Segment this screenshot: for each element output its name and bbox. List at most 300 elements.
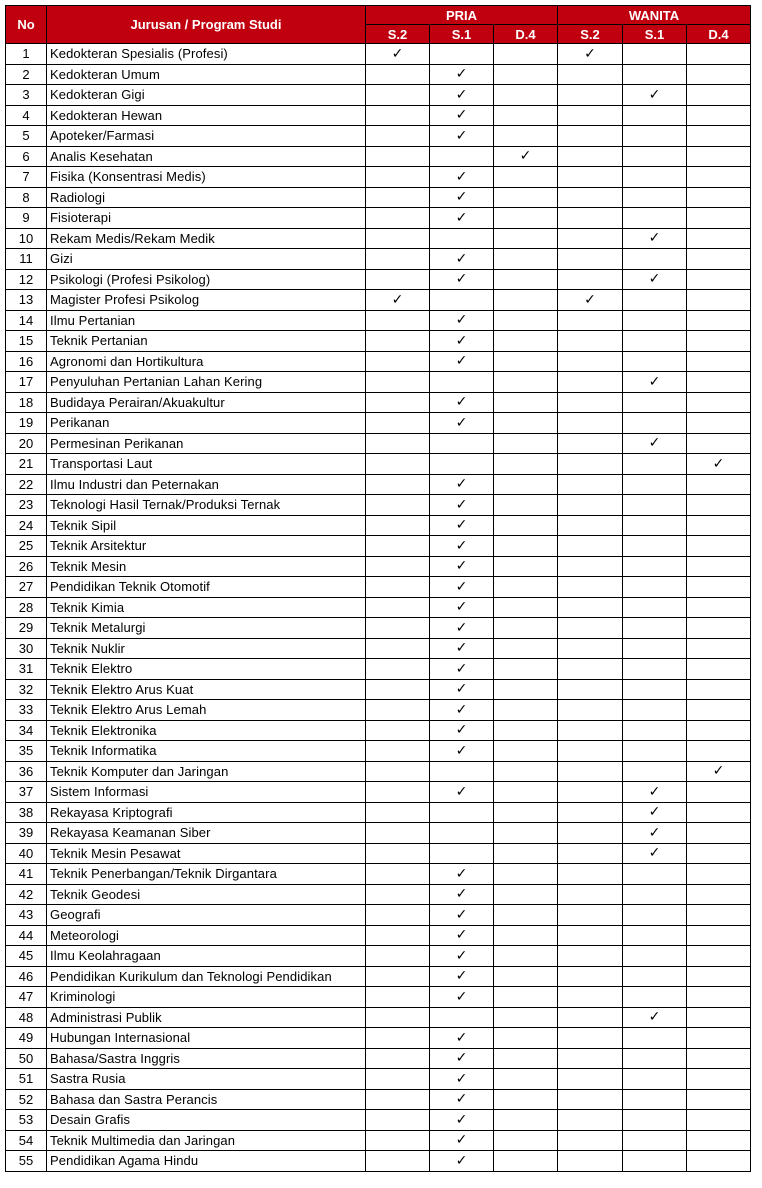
table-row (6, 864, 751, 885)
header-pria-s1: S.1 (430, 25, 494, 44)
cell-wanita-s1 (623, 269, 687, 290)
cell-wanita-s1 (623, 372, 687, 393)
cell-pria-s2 (366, 925, 430, 946)
cell-pria-s2 (366, 843, 430, 864)
cell-pria-s2 (366, 987, 430, 1008)
table-row (6, 597, 751, 618)
cell-pria-s2 (366, 515, 430, 536)
cell-wanita-s1 (623, 167, 687, 188)
cell-pria-s2 (366, 433, 430, 454)
table-row (6, 44, 751, 65)
cell-pria-s1 (430, 474, 494, 495)
cell-wanita-d4 (687, 1089, 751, 1110)
checkmark-icon: ✓ (455, 394, 468, 411)
header-program: Jurusan / Program Studi (47, 6, 366, 44)
program-name: Perikanan (47, 413, 366, 434)
program-name: Teknik Mesin Pesawat (47, 843, 366, 864)
row-number: 28 (6, 597, 47, 618)
cell-pria-d4 (494, 310, 558, 331)
table-row (6, 474, 751, 495)
program-table (5, 5, 751, 1172)
cell-pria-s2 (366, 659, 430, 680)
cell-wanita-d4 (687, 269, 751, 290)
cell-pria-d4 (494, 1089, 558, 1110)
cell-pria-s2 (366, 44, 430, 65)
cell-wanita-s2 (558, 515, 623, 536)
cell-wanita-s1 (623, 864, 687, 885)
checkmark-icon: ✓ (455, 271, 468, 288)
cell-wanita-d4 (687, 700, 751, 721)
cell-wanita-d4 (687, 474, 751, 495)
checkmark-icon: ✓ (648, 435, 661, 452)
cell-pria-s2 (366, 761, 430, 782)
cell-pria-d4 (494, 1007, 558, 1028)
cell-wanita-d4 (687, 905, 751, 926)
cell-pria-d4 (494, 700, 558, 721)
cell-wanita-d4 (687, 1007, 751, 1028)
cell-wanita-s1 (623, 638, 687, 659)
cell-pria-s1 (430, 1130, 494, 1151)
table-row (6, 1028, 751, 1049)
cell-pria-d4 (494, 290, 558, 311)
checkmark-icon: ✓ (455, 968, 468, 985)
cell-pria-s1 (430, 208, 494, 229)
header-pria-s2: S.2 (366, 25, 430, 44)
cell-pria-s1 (430, 1110, 494, 1131)
cell-pria-s1 (430, 515, 494, 536)
checkmark-icon: ✓ (455, 476, 468, 493)
cell-pria-s1 (430, 597, 494, 618)
cell-wanita-s2 (558, 249, 623, 270)
cell-wanita-s1 (623, 105, 687, 126)
row-number: 45 (6, 946, 47, 967)
cell-wanita-s2 (558, 946, 623, 967)
cell-pria-s2 (366, 536, 430, 557)
cell-wanita-d4 (687, 1110, 751, 1131)
cell-wanita-d4 (687, 372, 751, 393)
cell-wanita-s2 (558, 864, 623, 885)
cell-pria-d4 (494, 802, 558, 823)
checkmark-icon: ✓ (455, 1070, 468, 1087)
cell-wanita-s2 (558, 269, 623, 290)
program-name: Rekam Medis/Rekam Medik (47, 228, 366, 249)
cell-pria-s2 (366, 372, 430, 393)
cell-wanita-d4 (687, 1130, 751, 1151)
cell-pria-s2 (366, 597, 430, 618)
cell-pria-s1 (430, 85, 494, 106)
cell-wanita-s2 (558, 1110, 623, 1131)
cell-pria-s2 (366, 454, 430, 475)
cell-pria-d4 (494, 966, 558, 987)
cell-wanita-s1 (623, 351, 687, 372)
header-wanita-d4: D.4 (687, 25, 751, 44)
table-row (6, 802, 751, 823)
program-name: Hubungan Internasional (47, 1028, 366, 1049)
cell-wanita-s1 (623, 720, 687, 741)
header-group-wanita: WANITA (558, 6, 751, 25)
cell-pria-d4 (494, 679, 558, 700)
cell-pria-s1 (430, 618, 494, 639)
cell-wanita-d4 (687, 228, 751, 249)
header-wanita-s1: S.1 (623, 25, 687, 44)
cell-wanita-s2 (558, 290, 623, 311)
checkmark-icon: ✓ (455, 865, 468, 882)
row-number: 23 (6, 495, 47, 516)
cell-wanita-d4 (687, 638, 751, 659)
checkmark-icon: ✓ (455, 209, 468, 226)
checkmark-icon: ✓ (455, 1111, 468, 1128)
cell-wanita-s2 (558, 167, 623, 188)
cell-wanita-s2 (558, 85, 623, 106)
cell-pria-s2 (366, 85, 430, 106)
checkmark-icon: ✓ (455, 927, 468, 944)
row-number: 2 (6, 64, 47, 85)
row-number: 5 (6, 126, 47, 147)
table-row (6, 1089, 751, 1110)
checkmark-icon: ✓ (648, 804, 661, 821)
row-number: 3 (6, 85, 47, 106)
program-name: Ilmu Keolahragaan (47, 946, 366, 967)
cell-wanita-s1 (623, 433, 687, 454)
program-name: Geografi (47, 905, 366, 926)
cell-wanita-d4 (687, 802, 751, 823)
cell-wanita-s2 (558, 1069, 623, 1090)
checkmark-icon: ✓ (455, 906, 468, 923)
checkmark-icon: ✓ (712, 455, 725, 472)
cell-pria-s1 (430, 761, 494, 782)
table-row (6, 638, 751, 659)
checkmark-icon: ✓ (455, 537, 468, 554)
checkmark-icon: ✓ (455, 127, 468, 144)
checkmark-icon: ✓ (455, 742, 468, 759)
cell-wanita-d4 (687, 290, 751, 311)
row-number: 49 (6, 1028, 47, 1049)
cell-wanita-s2 (558, 208, 623, 229)
program-name: Teknik Elektronika (47, 720, 366, 741)
cell-pria-s1 (430, 187, 494, 208)
cell-pria-s1 (430, 44, 494, 65)
cell-wanita-s1 (623, 1028, 687, 1049)
cell-pria-d4 (494, 761, 558, 782)
table-body (6, 44, 751, 1172)
cell-pria-s2 (366, 351, 430, 372)
program-name: Apoteker/Farmasi (47, 126, 366, 147)
cell-pria-d4 (494, 1151, 558, 1172)
cell-wanita-d4 (687, 925, 751, 946)
cell-pria-s2 (366, 310, 430, 331)
table-row (6, 413, 751, 434)
checkmark-icon: ✓ (455, 578, 468, 595)
cell-wanita-s1 (623, 1151, 687, 1172)
cell-wanita-s2 (558, 146, 623, 167)
program-name: Teknik Arsitektur (47, 536, 366, 557)
cell-pria-d4 (494, 577, 558, 598)
cell-wanita-s1 (623, 413, 687, 434)
cell-pria-s2 (366, 638, 430, 659)
table-row (6, 331, 751, 352)
row-number: 24 (6, 515, 47, 536)
program-name: Teknologi Hasil Ternak/Produksi Ternak (47, 495, 366, 516)
cell-wanita-d4 (687, 884, 751, 905)
checkmark-icon: ✓ (455, 332, 468, 349)
cell-wanita-s1 (623, 1130, 687, 1151)
row-number: 34 (6, 720, 47, 741)
row-number: 41 (6, 864, 47, 885)
row-number: 1 (6, 44, 47, 65)
cell-pria-d4 (494, 843, 558, 864)
cell-wanita-s2 (558, 64, 623, 85)
cell-pria-d4 (494, 536, 558, 557)
program-name: Kedokteran Spesialis (Profesi) (47, 44, 366, 65)
cell-wanita-d4 (687, 761, 751, 782)
cell-wanita-s2 (558, 44, 623, 65)
row-number: 11 (6, 249, 47, 270)
row-number: 54 (6, 1130, 47, 1151)
checkmark-icon: ✓ (648, 271, 661, 288)
program-name: Bahasa dan Sastra Perancis (47, 1089, 366, 1110)
table-row (6, 1130, 751, 1151)
cell-wanita-d4 (687, 679, 751, 700)
program-name: Ilmu Industri dan Peternakan (47, 474, 366, 495)
cell-wanita-d4 (687, 331, 751, 352)
checkmark-icon: ✓ (455, 107, 468, 124)
row-number: 40 (6, 843, 47, 864)
program-name: Radiologi (47, 187, 366, 208)
checkmark-icon: ✓ (648, 824, 661, 841)
table-row (6, 720, 751, 741)
table-row (6, 536, 751, 557)
cell-pria-d4 (494, 474, 558, 495)
program-name: Gizi (47, 249, 366, 270)
cell-pria-s2 (366, 187, 430, 208)
cell-pria-s1 (430, 884, 494, 905)
program-name: Teknik Sipil (47, 515, 366, 536)
cell-pria-s1 (430, 946, 494, 967)
program-name: Pendidikan Teknik Otomotif (47, 577, 366, 598)
table-row (6, 1069, 751, 1090)
cell-pria-s1 (430, 392, 494, 413)
cell-pria-s2 (366, 228, 430, 249)
program-name: Kedokteran Gigi (47, 85, 366, 106)
cell-wanita-s1 (623, 126, 687, 147)
cell-pria-s2 (366, 1069, 430, 1090)
table-row (6, 126, 751, 147)
cell-pria-d4 (494, 105, 558, 126)
cell-pria-d4 (494, 782, 558, 803)
cell-wanita-s2 (558, 454, 623, 475)
cell-wanita-s1 (623, 392, 687, 413)
cell-pria-s1 (430, 905, 494, 926)
row-number: 51 (6, 1069, 47, 1090)
program-name: Teknik Penerbangan/Teknik Dirgantara (47, 864, 366, 885)
table-row (6, 454, 751, 475)
cell-pria-s1 (430, 64, 494, 85)
cell-pria-s2 (366, 64, 430, 85)
row-number: 14 (6, 310, 47, 331)
checkmark-icon: ✓ (648, 783, 661, 800)
cell-wanita-d4 (687, 413, 751, 434)
cell-wanita-s2 (558, 638, 623, 659)
cell-pria-s2 (366, 679, 430, 700)
cell-wanita-d4 (687, 64, 751, 85)
cell-pria-s2 (366, 413, 430, 434)
cell-pria-d4 (494, 659, 558, 680)
table-row (6, 228, 751, 249)
cell-wanita-s2 (558, 1151, 623, 1172)
cell-pria-d4 (494, 208, 558, 229)
cell-wanita-s2 (558, 966, 623, 987)
cell-pria-s2 (366, 556, 430, 577)
table-row (6, 1110, 751, 1131)
row-number: 33 (6, 700, 47, 721)
program-name: Budidaya Perairan/Akuakultur (47, 392, 366, 413)
cell-pria-s1 (430, 372, 494, 393)
cell-wanita-s2 (558, 987, 623, 1008)
program-name: Agronomi dan Hortikultura (47, 351, 366, 372)
cell-wanita-s1 (623, 495, 687, 516)
cell-pria-d4 (494, 556, 558, 577)
cell-pria-s1 (430, 679, 494, 700)
cell-pria-s2 (366, 823, 430, 844)
cell-wanita-s2 (558, 310, 623, 331)
row-number: 4 (6, 105, 47, 126)
table-row (6, 105, 751, 126)
cell-pria-d4 (494, 515, 558, 536)
row-number: 10 (6, 228, 47, 249)
cell-pria-d4 (494, 126, 558, 147)
cell-wanita-s2 (558, 413, 623, 434)
cell-pria-d4 (494, 167, 558, 188)
cell-pria-s1 (430, 1028, 494, 1049)
cell-pria-s1 (430, 146, 494, 167)
row-number: 19 (6, 413, 47, 434)
cell-wanita-s1 (623, 515, 687, 536)
table-row (6, 208, 751, 229)
cell-pria-d4 (494, 618, 558, 639)
cell-pria-d4 (494, 1028, 558, 1049)
table-row (6, 905, 751, 926)
program-name: Permesinan Perikanan (47, 433, 366, 454)
cell-pria-d4 (494, 638, 558, 659)
cell-pria-s1 (430, 1069, 494, 1090)
cell-wanita-s2 (558, 577, 623, 598)
cell-wanita-s2 (558, 679, 623, 700)
row-number: 12 (6, 269, 47, 290)
cell-pria-d4 (494, 372, 558, 393)
checkmark-icon: ✓ (455, 496, 468, 513)
cell-wanita-s1 (623, 331, 687, 352)
row-number: 13 (6, 290, 47, 311)
table-row (6, 925, 751, 946)
cell-pria-d4 (494, 1110, 558, 1131)
cell-pria-s1 (430, 987, 494, 1008)
checkmark-icon: ✓ (584, 291, 596, 308)
checkmark-icon: ✓ (455, 722, 468, 739)
program-name: Bahasa/Sastra Inggris (47, 1048, 366, 1069)
header-no: No (6, 6, 47, 44)
cell-wanita-d4 (687, 167, 751, 188)
program-name: Psikologi (Profesi Psikolog) (47, 269, 366, 290)
program-name: Pendidikan Kurikulum dan Teknologi Pendidikan (47, 966, 366, 987)
checkmark-icon: ✓ (455, 414, 468, 431)
cell-wanita-s1 (623, 454, 687, 475)
row-number: 52 (6, 1089, 47, 1110)
row-number: 22 (6, 474, 47, 495)
table-row (6, 679, 751, 700)
table-row (6, 515, 751, 536)
cell-pria-s1 (430, 864, 494, 885)
cell-pria-s2 (366, 618, 430, 639)
checkmark-icon: ✓ (455, 886, 468, 903)
row-number: 37 (6, 782, 47, 803)
cell-wanita-s2 (558, 823, 623, 844)
row-number: 17 (6, 372, 47, 393)
cell-pria-s2 (366, 269, 430, 290)
checkmark-icon: ✓ (455, 681, 468, 698)
row-number: 8 (6, 187, 47, 208)
cell-wanita-s2 (558, 741, 623, 762)
table-row (6, 761, 751, 782)
cell-wanita-s1 (623, 1069, 687, 1090)
cell-pria-s2 (366, 167, 430, 188)
table-row (6, 433, 751, 454)
cell-pria-s1 (430, 228, 494, 249)
cell-pria-s1 (430, 1048, 494, 1069)
cell-wanita-d4 (687, 85, 751, 106)
cell-pria-s2 (366, 1048, 430, 1069)
cell-wanita-s2 (558, 597, 623, 618)
cell-wanita-s2 (558, 331, 623, 352)
row-number: 32 (6, 679, 47, 700)
program-name: Teknik Mesin (47, 556, 366, 577)
table-row (6, 700, 751, 721)
cell-pria-s2 (366, 146, 430, 167)
cell-wanita-s2 (558, 228, 623, 249)
row-number: 46 (6, 966, 47, 987)
checkmark-icon: ✓ (455, 517, 468, 534)
checkmark-icon: ✓ (455, 1029, 468, 1046)
cell-pria-d4 (494, 905, 558, 926)
cell-pria-s2 (366, 392, 430, 413)
cell-wanita-d4 (687, 946, 751, 967)
program-name: Kriminologi (47, 987, 366, 1008)
checkmark-icon: ✓ (455, 86, 468, 103)
cell-pria-s1 (430, 167, 494, 188)
row-number: 36 (6, 761, 47, 782)
row-number: 20 (6, 433, 47, 454)
cell-wanita-s2 (558, 925, 623, 946)
program-name: Meteorologi (47, 925, 366, 946)
cell-wanita-s1 (623, 987, 687, 1008)
program-name: Ilmu Pertanian (47, 310, 366, 331)
cell-wanita-s2 (558, 474, 623, 495)
cell-pria-s1 (430, 925, 494, 946)
row-number: 50 (6, 1048, 47, 1069)
cell-wanita-d4 (687, 741, 751, 762)
checkmark-icon: ✓ (455, 599, 468, 616)
program-name: Analis Kesehatan (47, 146, 366, 167)
cell-wanita-s2 (558, 720, 623, 741)
cell-wanita-s1 (623, 741, 687, 762)
table-row (6, 966, 751, 987)
table-row (6, 1151, 751, 1172)
table-row (6, 1007, 751, 1028)
checkmark-icon: ✓ (648, 86, 661, 103)
program-name: Fisioterapi (47, 208, 366, 229)
cell-wanita-s1 (623, 905, 687, 926)
row-number: 42 (6, 884, 47, 905)
cell-wanita-d4 (687, 966, 751, 987)
